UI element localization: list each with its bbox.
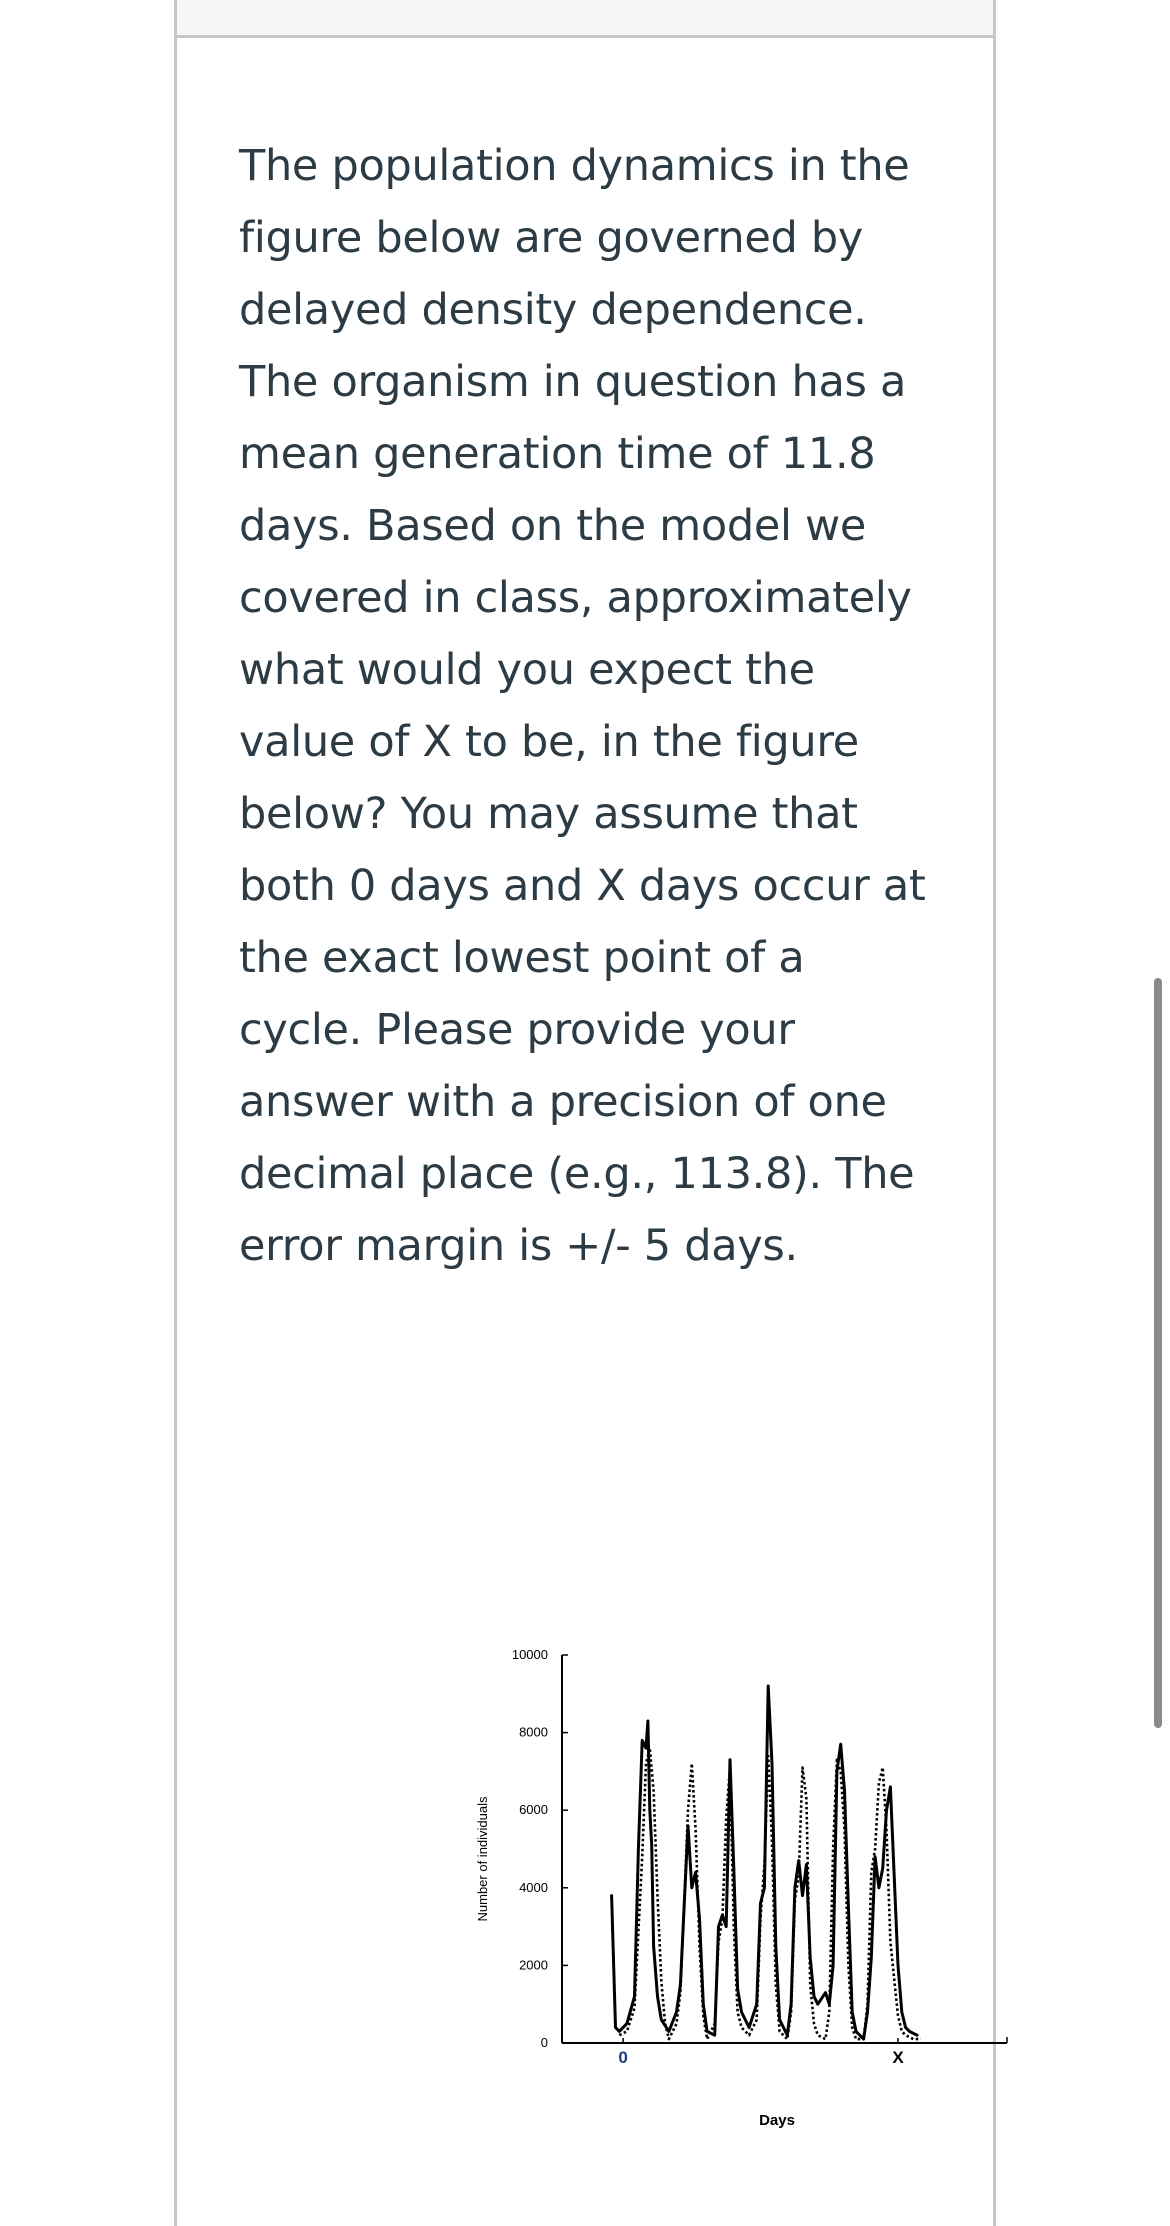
y-tick-label-6000: 6000: [519, 1802, 548, 1818]
chart-series: [612, 1686, 921, 2039]
chart-axes: [512, 1647, 1007, 2067]
x-axis-label: Days: [759, 2112, 795, 2129]
question-text: The population dynamics in the figure below are governed by delayed density dependence. The organism in question has a mean generation time of 11.8 days. Based on the model we covered in class, approximately what would you expect the value of X to be, in the figure below? You may assume that both 0 days and X days occur at the exact lowest point of a cycle. Please provide your answer with a precision of one decimal place (e.g., 113.8). The error margin is +/- 5 days.: [239, 141, 926, 1271]
y-axis-label: Number of individuals: [475, 1796, 490, 1922]
question-card-header: [177, 0, 993, 38]
x-tick-label-0: 0: [618, 2048, 628, 2067]
y-tick-label-4000: 4000: [519, 1879, 548, 1895]
question-card: [174, 0, 996, 2226]
x-tick-label-X: X: [892, 2048, 904, 2067]
y-tick-label-10000: 10000: [511, 1647, 548, 1662]
population-chart: [462, 1560, 1002, 2129]
y-tick-label-0: 0: [540, 2035, 548, 2050]
scrollbar-thumb[interactable]: [1154, 978, 1162, 1728]
population-figure: [462, 1560, 1002, 2129]
series-line-solid: [612, 1686, 918, 2039]
series-line-dotted: [619, 1748, 921, 2039]
y-tick-label-2000: 2000: [519, 1957, 548, 1973]
y-tick-label-8000: 8000: [519, 1724, 548, 1740]
